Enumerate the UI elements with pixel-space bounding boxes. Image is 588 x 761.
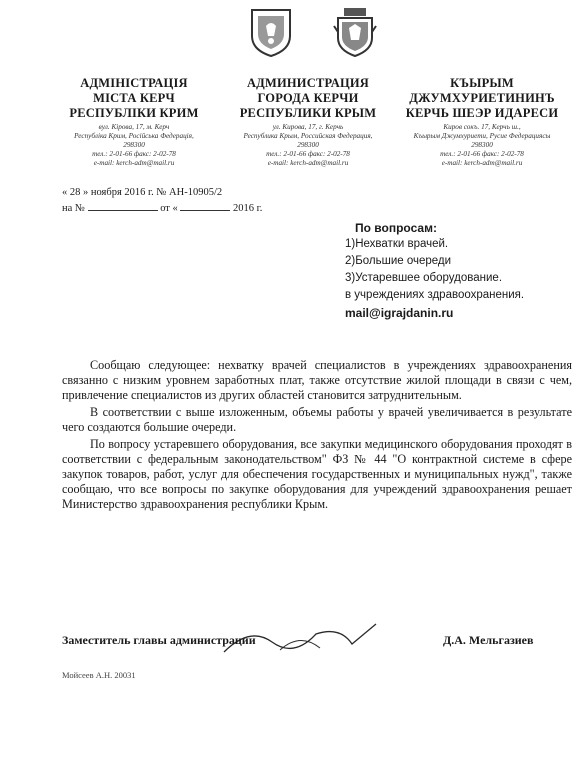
address-line: e-mail: kerch-adm@mail.ru [441,159,523,167]
header-title-line: ДЖУМХУРИЕТИНИНЪ [409,91,555,105]
address-line: 298300 [123,141,145,149]
reply-na-label: на № [62,203,85,214]
address-line: ул. Кирова, 17, г. Керчь [272,123,344,131]
subject-item: в учреждениях здравоохранения. [345,289,525,301]
header-russian [224,76,392,168]
header-address [50,123,218,168]
address-line: 298300 [471,141,493,149]
kerch-coat-of-arms-icon [332,6,378,58]
reply-number-blank [88,200,158,211]
header-title-line: КЪЫРЫМ [450,76,514,90]
address-line: тел.: 2-01-66 факс: 2-02-78 [440,150,524,158]
address-line: тел.: 2-01-66 факс: 2-02-78 [266,150,350,158]
header-title-line: АДМИНИСТРАЦИЯ [246,76,370,90]
address-line: Къырым Джумхуриети, Русие Федерациясы [413,132,551,140]
subject-block [345,220,580,322]
address-line: Киров сокъ. 17, Керчь ш., [443,123,521,131]
header-title-line: АДМІНІСТРАЦІЯ [80,76,188,90]
reply-year: 2016 г. [233,203,263,214]
subject-item: 1)Нехватки врачей. [345,238,449,250]
outgoing-number: « 28 » ноября 2016 г. № АН-10905/2 [62,187,223,198]
header-title-line: ГОРОДА КЕРЧИ [257,91,359,105]
address-line: e-mail: kerch-adm@mail.ru [267,159,349,167]
address-line: 298300 [297,141,319,149]
signatory-name: Д.А. Мельгазиев [443,633,534,647]
address-line: вул. Кірова, 17, м. Керч [98,123,170,131]
subject-item: 3)Устаревшее оборудование. [345,272,503,284]
body-paragraph: В соответствии с выше изложенным, объемы работы у врачей увеличивается в результате чего создаются большие очереди. [62,405,572,434]
letter-body [62,358,572,514]
header-title-line: РЕСПУБЛІКИ КРИМ [69,106,199,120]
header-ukrainian [50,76,218,168]
header-title-line: МІСТА КЕРЧ [93,91,175,105]
header-address [224,123,392,168]
header-address [398,123,566,168]
address-line: Республіка Крим, Російська Федерація, [74,132,194,140]
body-paragraph: Сообщаю следующее: нехватку врачей специалистов в учреждениях здравоохранения связанно с низким уровнем заработных плат, также отсутствие жилой площади в связи с чем, привлечение специалистов из других областей становится затруднительным. [62,358,572,402]
subject-item: 2)Большие очереди [345,255,452,267]
body-paragraph: По вопросу устаревшего оборудования, все закупки медицинского оборудования проходят в соответствии с федеральным законодательством" ФЗ № 44 "О контрактной системе в сфере закупок товаров, работ, услуг для обеспечения государственных и муниципальных нужд", также сообщаю, что все вопросы по закупке оборудования для учреждений здравоохранения решает Министерство здравоохранения республики Крым. [62,437,572,511]
header-title-line: КЕРЧЬ ШЕЭР ИДАРЕСИ [405,106,559,120]
subject-heading: По вопросам: [355,221,437,235]
subject-email: mail@igrajdanin.ru [345,306,454,320]
crimea-coat-of-arms-icon [248,6,294,58]
reply-ot-label: от « [160,203,178,214]
executor-note: Мойсеев А.Н. 20031 [62,670,136,680]
address-line: тел.: 2-01-66 факс: 2-02-78 [92,150,176,158]
header-crimean-tatar [398,76,566,168]
header-title-line: РЕСПУБЛИКИ КРЫМ [239,106,377,120]
address-line: Республика Крым, Российская Федерация, [243,132,373,140]
signatory-position: Заместитель главы администрации [62,633,256,647]
address-line: e-mail: kerch-adm@mail.ru [93,159,175,167]
reply-date-blank [180,200,230,211]
reply-reference [62,200,262,215]
